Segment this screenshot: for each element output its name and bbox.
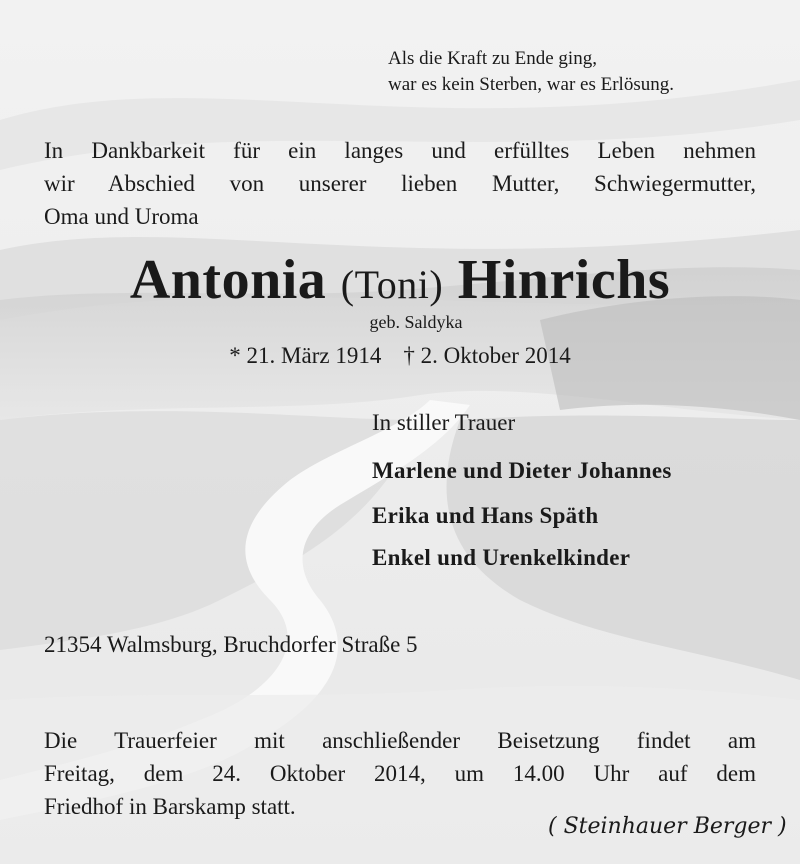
quote-line: war es kein Sterben, war es Erlösung. xyxy=(388,74,674,95)
family-address: 21354 Walmsburg, Bruchdorfer Straße 5 xyxy=(44,632,418,657)
intro-paragraph xyxy=(44,134,756,233)
deceased-name xyxy=(0,248,800,312)
epigraph-quote xyxy=(388,46,674,98)
death-date: † 2. Oktober 2014 xyxy=(403,343,571,368)
funeral-service-info xyxy=(44,724,756,823)
mourning-heading: In stiller Trauer xyxy=(372,410,516,435)
service-line: Freitag, dem 24. Oktober 2014, um 14.00 Uhr auf dem xyxy=(44,761,756,786)
artist-signature: ( Steinhauer Berger ) xyxy=(548,814,787,839)
first-name: Antonia xyxy=(129,249,327,311)
service-line: Die Trauerfeier mit anschließender Beisetzung findet am xyxy=(44,728,756,753)
quote-line: Als die Kraft zu Ende ging, xyxy=(388,48,597,69)
last-name: Hinrichs xyxy=(457,249,671,311)
intro-line: wir Abschied von unserer lieben Mutter, Schwiegermutter, xyxy=(44,171,756,196)
maiden-name: geb. Saldyka xyxy=(369,312,463,332)
life-dates xyxy=(0,343,800,369)
mourner-name: Erika und Hans Späth xyxy=(372,503,599,528)
intro-line: In Dankbarkeit für ein langes und erfülltes Leben nehmen xyxy=(44,138,756,163)
nickname: (Toni) xyxy=(340,262,444,307)
birth-date: * 21. März 1914 xyxy=(229,343,382,368)
mourner-name: Marlene und Dieter Johannes xyxy=(372,458,672,483)
intro-line: Oma und Uroma xyxy=(44,204,199,229)
service-line: Friedhof in Barskamp statt. xyxy=(44,794,296,819)
mourner-name: Enkel und Urenkelkinder xyxy=(372,545,631,570)
